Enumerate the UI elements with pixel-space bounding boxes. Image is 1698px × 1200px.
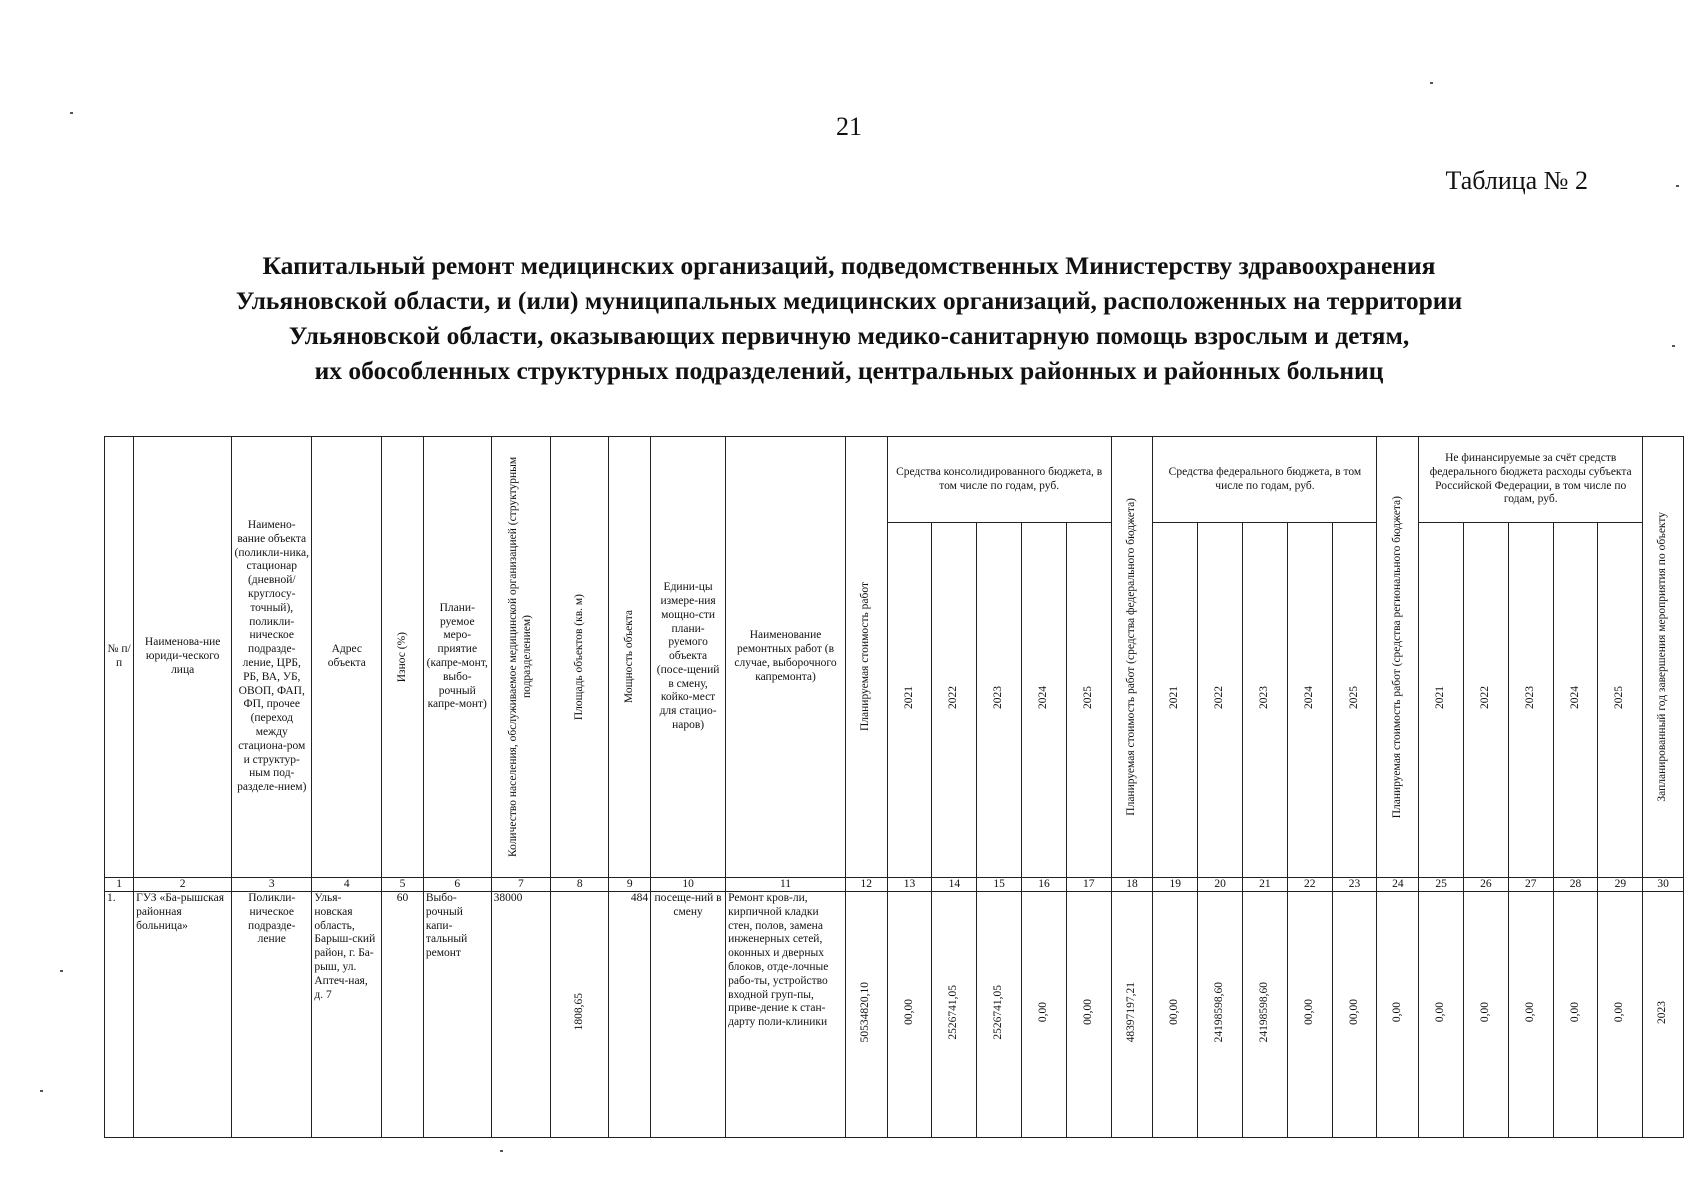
capital-repair-table — [104, 436, 1684, 1138]
scan-speck — [1676, 185, 1679, 187]
column-number-cell: 12 — [845, 878, 887, 892]
column-number-cell: 2 — [134, 878, 232, 892]
cell-consolidated-2025: 00,00 — [1066, 892, 1111, 1138]
document-title — [0, 248, 1698, 388]
header-planned-cost-text: Планируемая стоимость работ — [859, 582, 872, 732]
column-number-cell: 9 — [609, 878, 651, 892]
header-federal-budget: Средства федерального бюджета, в том числе по годам, руб. — [1153, 437, 1377, 523]
column-number-cell: 26 — [1463, 878, 1508, 892]
cell-consolidated-2023: 2526741,05 — [977, 892, 1022, 1138]
cell-legal-entity: ГУЗ «Ба-рышская районная больница» — [134, 892, 232, 1138]
cell-address: Улья-новская область, Барыш-ский район, г. Ба-рыш, ул. Аптеч-ная, д. 7 — [312, 892, 382, 1138]
column-number-cell: 24 — [1377, 878, 1419, 892]
year-header: 2022 — [1198, 523, 1243, 878]
title-line: Ульяновской области, и (или) муниципальных медицинских организаций, расположенных на территории — [235, 286, 1463, 315]
column-number-cell: 20 — [1198, 878, 1243, 892]
year-header: 2023 — [977, 523, 1022, 878]
year-header: 2022 — [1463, 523, 1508, 878]
column-number-cell: 22 — [1287, 878, 1332, 892]
cell-not-financed-2023: 0,00 — [1508, 892, 1553, 1138]
scan-speck — [40, 1090, 43, 1092]
column-number-cell: 1 — [105, 878, 134, 892]
cell-area: 1808,65 — [551, 892, 609, 1138]
header-not-financed: Не финансируемые за счёт средств федерального бюджета расходы субъекта Российской Федерации, в том числе по годам, руб. — [1419, 437, 1643, 523]
column-number-cell: 11 — [726, 878, 846, 892]
year-header: 2023 — [1508, 523, 1553, 878]
header-wear-text: Износ (%) — [395, 631, 408, 683]
cell-planned-cost: 50534820,10 — [845, 892, 887, 1138]
year-header: 2023 — [1243, 523, 1288, 878]
cell-planned-cost-regional: 0,00 — [1377, 892, 1419, 1138]
header-planned-cost-federal-text: Планируемая стоимость работ (средства федерального бюджета) — [1125, 498, 1138, 816]
header-legal-entity: Наименова-ние юриди-ческого лица — [134, 437, 232, 878]
header-address: Адрес объекта — [312, 437, 382, 878]
cell-federal-2025: 00,00 — [1332, 892, 1377, 1138]
year-header: 2021 — [1419, 523, 1464, 878]
title-line: Капитальный ремонт медицинских организаций, подведомственных Министерству здравоохранения — [262, 251, 1436, 280]
header-planned-cost-regional-text: Планируемая стоимость работ (средства регионального бюджета) — [1390, 495, 1403, 819]
column-number-cell: 30 — [1643, 878, 1684, 892]
column-number-row — [105, 878, 1684, 892]
cell-wear: 60 — [382, 892, 424, 1138]
scan-speck — [60, 970, 63, 972]
cell-object-name: Поликли-ническое подразде-ление — [232, 892, 312, 1138]
cell-not-financed-2022: 0,00 — [1463, 892, 1508, 1138]
header-num: № п/п — [105, 437, 134, 878]
header-area — [551, 437, 609, 878]
column-number-cell: 4 — [312, 878, 382, 892]
cell-repair-works: Ремонт кров-ли, кирпичной кладки стен, полов, замена инженерных сетей, оконных и дверных блоков, отде-лочные рабо-ты, устройство входной груп-пы, приве-дение к стан-дарту поли-клиники — [726, 892, 846, 1138]
cell-num: 1. — [105, 892, 134, 1138]
year-header: 2025 — [1066, 523, 1111, 878]
column-number-cell: 5 — [382, 878, 424, 892]
year-header: 2024 — [1287, 523, 1332, 878]
header-area-text: Площадь объектов (кв. м) — [572, 593, 585, 721]
cell-consolidated-2024: 0,00 — [1022, 892, 1067, 1138]
table-label: Таблица № 2 — [1445, 166, 1588, 195]
cell-capacity: 484 — [609, 892, 651, 1138]
table-row — [105, 892, 1684, 1138]
cell-federal-2023: 24198598,60 — [1243, 892, 1288, 1138]
title-line: Ульяновской области, оказывающих первичную медико-санитарную помощь взрослым и детям, — [288, 321, 1410, 350]
scan-speck — [1430, 82, 1433, 84]
header-planned-cost — [845, 437, 887, 878]
column-number-cell: 23 — [1332, 878, 1377, 892]
cell-planned-event: Выбо-рочный капи-тальный ремонт — [423, 892, 491, 1138]
column-number-cell: 17 — [1066, 878, 1111, 892]
cell-federal-2024: 00,00 — [1287, 892, 1332, 1138]
header-completion-year-text: Запланированный год завершения мероприятия по объекту — [1656, 512, 1669, 802]
cell-not-financed-2025: 0,00 — [1598, 892, 1643, 1138]
column-number-cell: 7 — [491, 878, 550, 892]
year-header: 2024 — [1553, 523, 1598, 878]
year-header: 2025 — [1332, 523, 1377, 878]
scan-speck — [500, 1150, 503, 1152]
header-units: Едини-цы измере-ния мощно-сти плани-руемого объекта (посе-щений в смену, койко-мест для стацио-наров) — [651, 437, 726, 878]
column-number-cell: 27 — [1508, 878, 1553, 892]
cell-completion-year: 2023 — [1643, 892, 1684, 1138]
column-number-cell: 8 — [551, 878, 609, 892]
header-consolidated-budget: Средства консолидированного бюджета, в том числе по годам, руб. — [887, 437, 1111, 523]
header-planned-cost-federal — [1111, 437, 1153, 878]
column-number-cell: 18 — [1111, 878, 1153, 892]
column-number-cell: 28 — [1553, 878, 1598, 892]
header-repair-works: Наименование ремонтных работ (в случае, выборочного капремонта) — [726, 437, 846, 878]
cell-planned-cost-federal: 48397197,21 — [1111, 892, 1153, 1138]
cell-federal-2021: 00,00 — [1153, 892, 1198, 1138]
scan-speck — [1672, 345, 1675, 347]
column-number-cell: 21 — [1243, 878, 1288, 892]
header-capacity-text: Мощность объекта — [622, 610, 635, 704]
column-number-cell: 25 — [1419, 878, 1464, 892]
column-number-cell: 3 — [232, 878, 312, 892]
cell-population: 38000 — [491, 892, 550, 1138]
header-population — [491, 437, 550, 878]
column-number-cell: 6 — [423, 878, 491, 892]
cell-not-financed-2024: 0,00 — [1553, 892, 1598, 1138]
header-capacity — [609, 437, 651, 878]
page-number: 21 — [836, 112, 862, 141]
title-line: их обособленных структурных подразделений, центральных районных и районных больниц — [314, 356, 1384, 385]
cell-consolidated-2021: 00,00 — [887, 892, 932, 1138]
column-number-cell: 14 — [932, 878, 977, 892]
column-number-cell: 15 — [977, 878, 1022, 892]
cell-units: посеще-ний в смену — [651, 892, 726, 1138]
year-header: 2022 — [932, 523, 977, 878]
header-completion-year — [1643, 437, 1684, 878]
header-population-text: Количество населения, обслуживаемое медицинской организацией (структурным подразделением) — [507, 456, 533, 858]
column-number-cell: 19 — [1153, 878, 1198, 892]
cell-federal-2022: 24198598,60 — [1198, 892, 1243, 1138]
column-number-cell: 29 — [1598, 878, 1643, 892]
header-object-name: Наимено-вание объекта (поликли-ника, стационар (дневной/ круглосу-точный), поликли-ническое подразде-ление, ЦРБ, РБ, ВА, УБ, ОВОП, ФАП, ФП, прочее (переход между стациона-ром и структур-ным под-разделе-нием) — [232, 437, 312, 878]
column-number-cell: 10 — [651, 878, 726, 892]
year-header: 2024 — [1022, 523, 1067, 878]
scan-speck — [70, 112, 73, 114]
header-planned-event: Плани-руемое меро-приятие (капре-монт, выбо-рочный капре-монт) — [423, 437, 491, 878]
year-header: 2025 — [1598, 523, 1643, 878]
cell-consolidated-2022: 2526741,05 — [932, 892, 977, 1138]
column-number-cell: 13 — [887, 878, 932, 892]
header-planned-cost-regional — [1377, 437, 1419, 878]
year-header: 2021 — [887, 523, 932, 878]
column-number-cell: 16 — [1022, 878, 1067, 892]
header-wear — [382, 437, 424, 878]
cell-not-financed-2021: 0,00 — [1419, 892, 1464, 1138]
year-header: 2021 — [1153, 523, 1198, 878]
